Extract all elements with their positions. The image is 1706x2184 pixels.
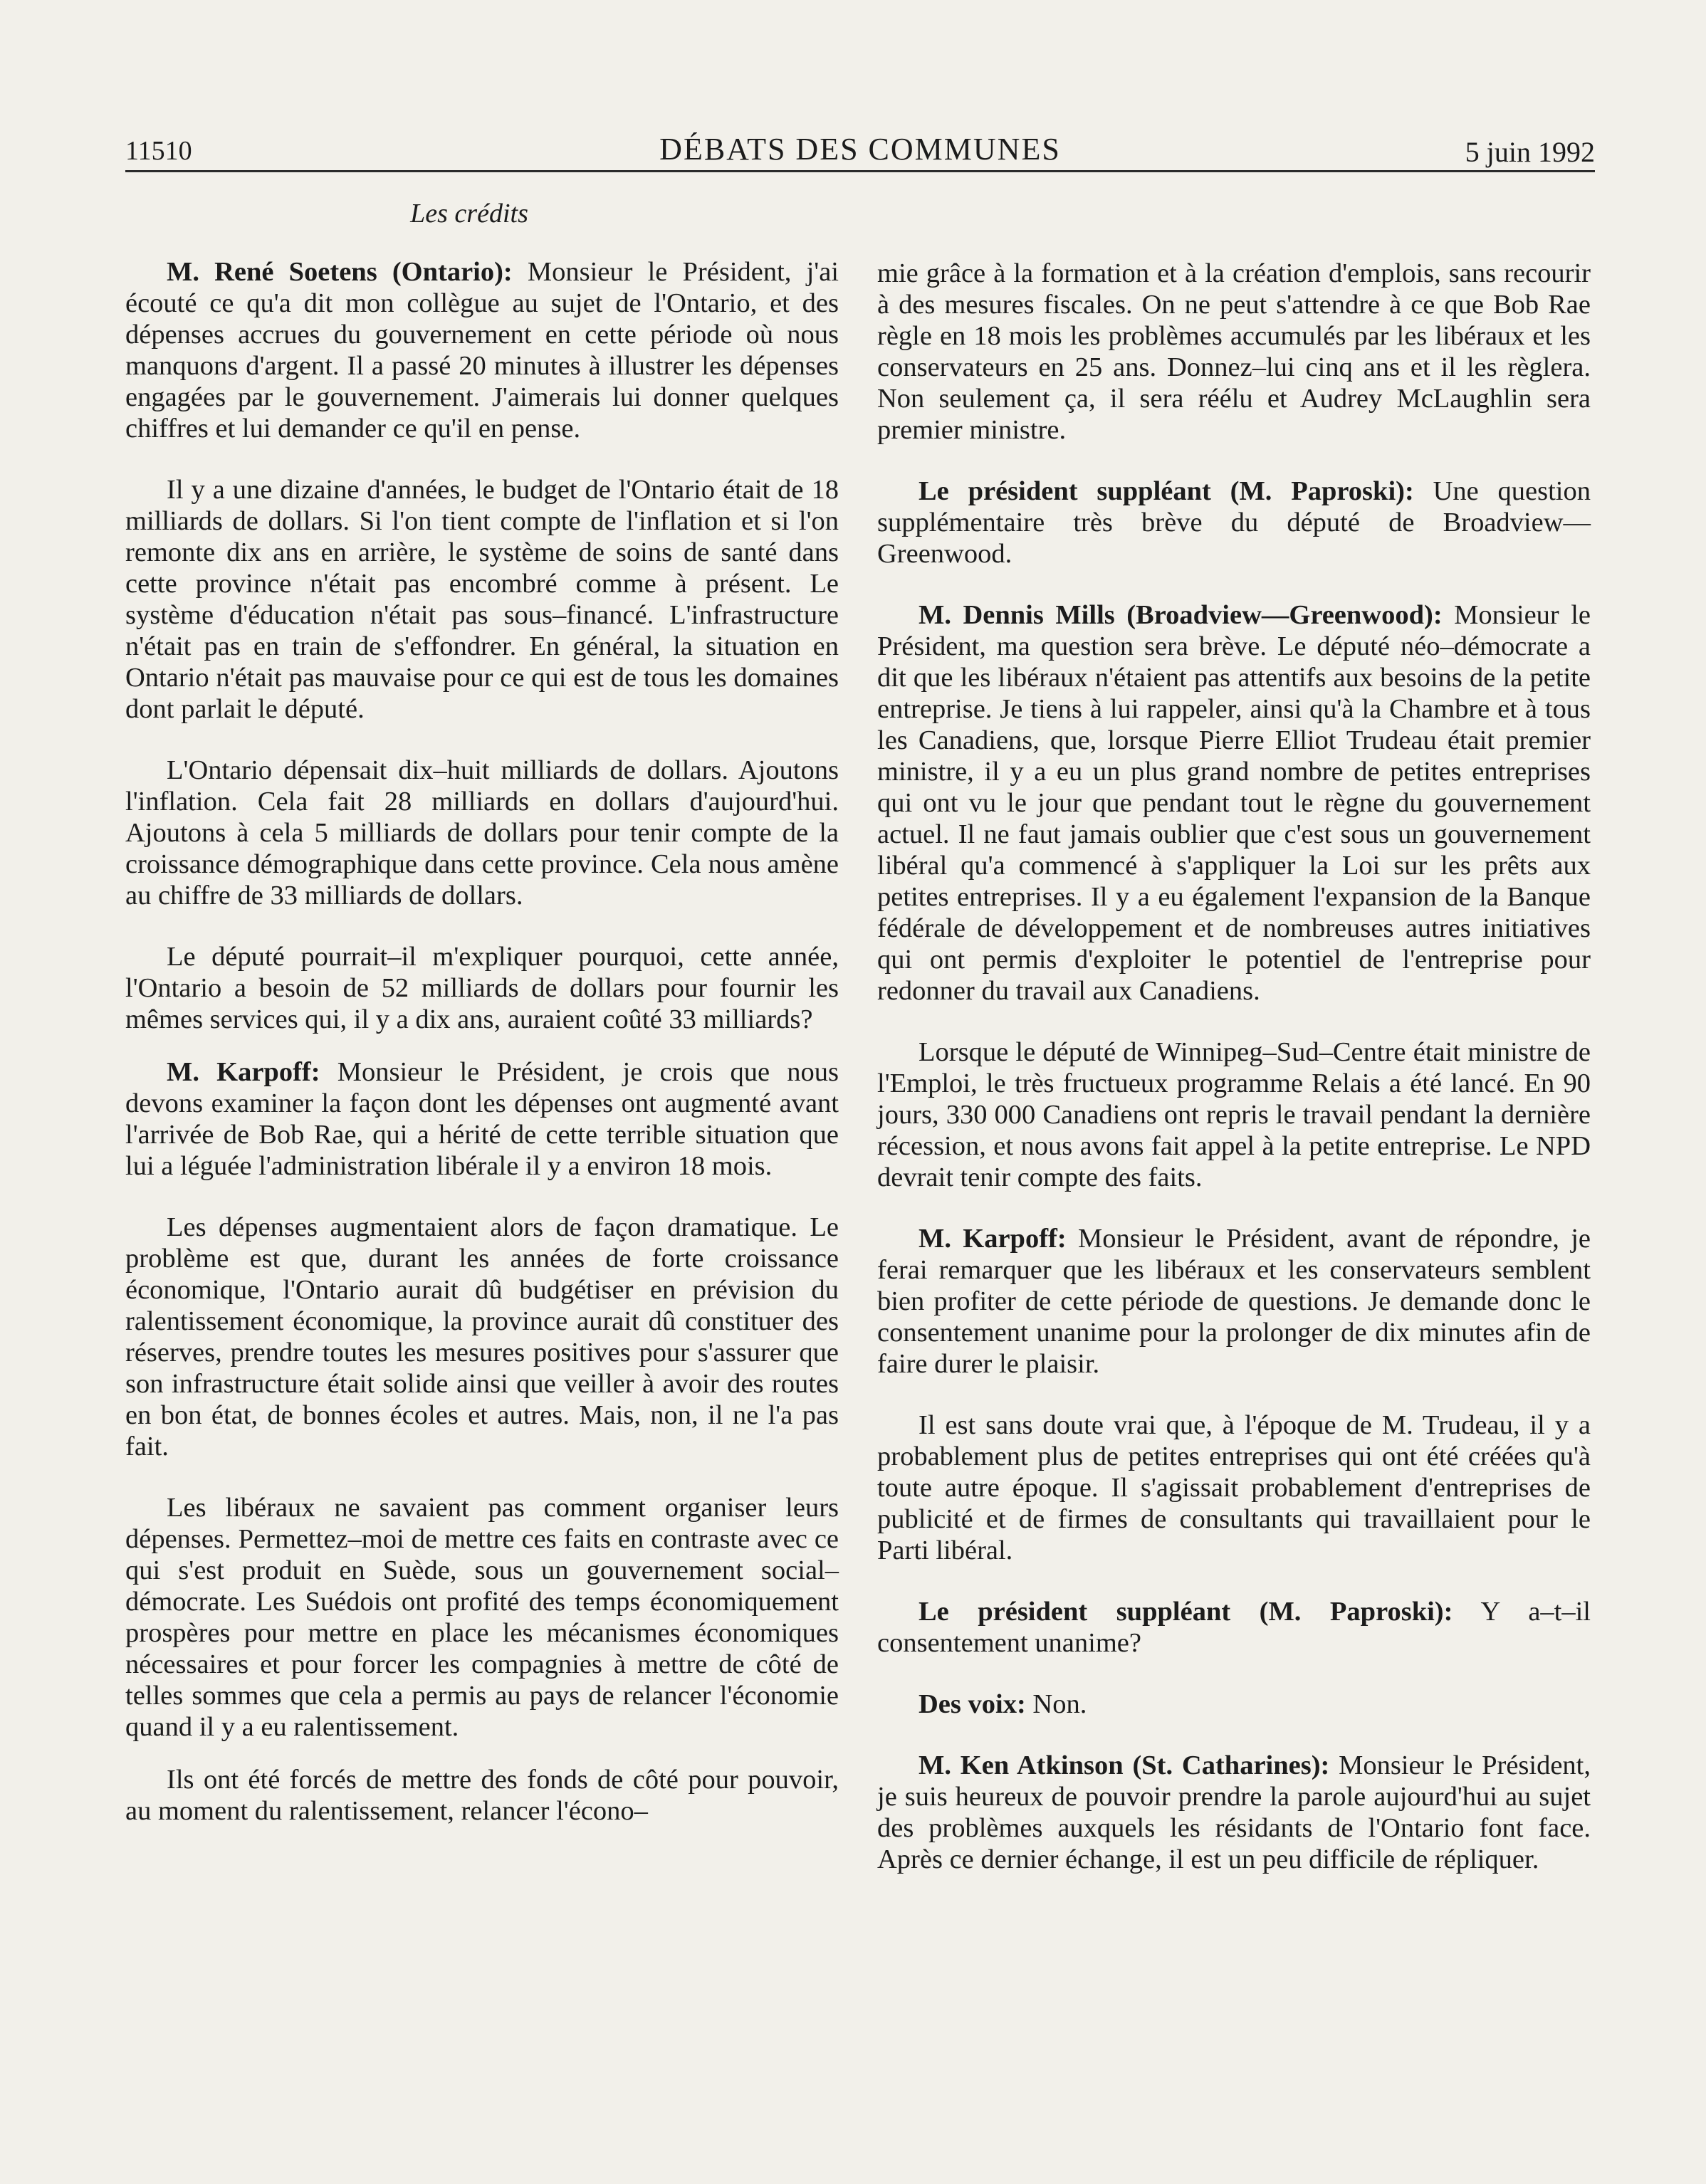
left-column xyxy=(125,198,839,1857)
paragraph-text: Il est sans doute vrai que, à l'époque de M. Trudeau, il y a probablement plus de petites entreprises qui ont été créées qu'à toute autre époque. Il s'agissait probablement d'entreprises de publicité et de firmes de consultants qui travaillaient pour le Parti libéral. xyxy=(877,1410,1591,1565)
paragraph xyxy=(125,1056,839,1182)
paragraph xyxy=(125,1764,839,1827)
header-rule xyxy=(125,170,1595,172)
paragraph-text: Monsieur le Président, j'ai écouté ce qu'a dit mon collègue au sujet de l'Ontario, et des dépenses accrues du gouvernement en cette période où nous manquons d'argent. Il a passé 20 minutes à illustrer les dépenses engagées par le gouvernement. J'aimerais lui donner quelques chiffres et lui demander ce qu'il en pense. xyxy=(125,257,839,443)
speaker-name: M. Karpoff: xyxy=(167,1057,320,1087)
paragraph xyxy=(877,1750,1591,1875)
speaker-name: Des voix: xyxy=(919,1689,1026,1719)
paragraph-text: mie grâce à la formation et à la création d'emplois, sans recourir à des mesures fiscales. On ne peut s'attendre à ce que Bob Rae règle en 18 mois les problèmes accumulés par les libéraux et les conservateurs en 25 ans. Donnez–lui cinq ans et il les règlera. Non seulement ça, il sera réélu et Audrey McLaughlin sera premier ministre. xyxy=(877,258,1591,445)
section-title: Les crédits xyxy=(410,199,528,229)
paragraph xyxy=(125,1492,839,1743)
journal-title: DÉBATS DES COMMUNES xyxy=(659,132,1061,167)
paragraph-text: Monsieur le Président, je crois que nous devons examiner la façon dont les dépenses ont augmenté avant l'arrivée de Bob Rae, qui a hérité de cette terrible situation que lui a léguée l'administration libérale il y a environ 18 mois. xyxy=(125,1057,839,1181)
page-number: 11510 xyxy=(125,136,192,166)
right-column xyxy=(877,258,1591,1905)
speaker-name: M. René Soetens (Ontario): xyxy=(167,257,513,287)
paragraph xyxy=(125,256,839,444)
paragraph-text: Y a–t–il consentement unanime? xyxy=(877,1597,1591,1658)
paragraph xyxy=(877,1223,1591,1380)
speaker-name: Le président suppléant (M. Paproski): xyxy=(919,476,1414,506)
paragraph xyxy=(877,1596,1591,1659)
paragraph-text: Non. xyxy=(1025,1689,1087,1719)
paragraph xyxy=(125,755,839,911)
paragraph xyxy=(877,599,1591,1007)
paragraph xyxy=(125,474,839,725)
paragraph xyxy=(125,941,839,1035)
paragraph-text: Le député pourrait–il m'expliquer pourquoi, cette année, l'Ontario a besoin de 52 milliards de dollars pour fournir les mêmes services qui, il y a dix ans, auraient coûté 33 milliards? xyxy=(125,942,839,1034)
page-header xyxy=(125,128,1595,171)
paragraph xyxy=(877,1036,1591,1193)
paragraph-text: Monsieur le Président, ma question sera brève. Le député néo–démocrate a dit que les libéraux n'étaient pas attentifs aux besoins de la petite entreprise. Je tiens à lui rappeler, ainsi qu'à la Chambre et à tous les Canadiens, que, lorsque Pierre Elliot Trudeau était premier ministre, il y a eu un plus grand nombre de petites entreprises qui ont vu le jour que pendant tout le règne du gouvernement actuel. Il ne faut jamais oublier que c'est sous un gouvernement libéral qu'a commencé à s'appliquer la Loi sur les prêts aux petites entreprises. Il y a eu également l'expansion de la Banque fédérale de développement et de nombreuses autres initiatives qui ont permis d'exploiter le potentiel de l'entreprise pour redonner du travail aux Canadiens. xyxy=(877,600,1591,1006)
speaker-name: M. Karpoff: xyxy=(919,1224,1067,1254)
page-date: 5 juin 1992 xyxy=(1465,136,1595,168)
paragraph-text: Une question supplémentaire très brève du député de Broadview—Greenwood. xyxy=(877,476,1591,569)
paragraph-text: Monsieur le Président, je suis heureux de pouvoir prendre la parole aujourd'hui au sujet des problèmes auxquels les résidants de l'Ontario font face. Après ce dernier échange, il est un peu difficile de répliquer. xyxy=(877,1750,1591,1874)
paragraph-text: Il y a une dizaine d'années, le budget de l'Ontario était de 18 milliards de dollars. Si l'on tient compte de l'inflation et si l'on remonte dix ans en arrière, le système de soins de santé dans cette province n'était pas encombré comme à présent. Le système d'éducation n'était pas sous–financé. L'infrastructure n'était pas en train de s'effondrer. En général, la situation en Ontario n'était pas mauvaise pour ce qui est de tous les domaines dont parlait le député. xyxy=(125,475,839,724)
paragraph-text: Les dépenses augmentaient alors de façon dramatique. Le problème est que, durant les années de forte croissance économique, l'Ontario aurait dû budgétiser en prévision du ralentissement économique, la province aurait dû constituer des réserves, prendre toutes les mesures positives pour s'assurer que son infrastructure était solide ainsi que veiller à avoir des routes en bon état, de bonnes écoles et autres. Mais, non, il ne l'a pas fait. xyxy=(125,1212,839,1461)
speaker-name: M. Dennis Mills (Broadview—Greenwood): xyxy=(919,600,1443,630)
paragraph-text: Monsieur le Président, avant de répondre, je ferai remarquer que les libéraux et les conservateurs semblent bien profiter de cette période de questions. Je demande donc le consentement unanime pour la prolonger de dix minutes afin de faire durer le plaisir. xyxy=(877,1224,1591,1379)
paragraph xyxy=(125,1212,839,1462)
paragraph-text: L'Ontario dépensait dix–huit milliards de dollars. Ajoutons l'inflation. Cela fait 28 milliards en dollars d'aujourd'hui. Ajoutons à cela 5 milliards de dollars pour tenir compte de la croissance démographique dans cette province. Cela nous amène au chiffre de 33 milliards de dollars. xyxy=(125,755,839,910)
paragraph xyxy=(877,1689,1591,1720)
paragraph xyxy=(877,258,1591,446)
speaker-name: M. Ken Atkinson (St. Catharines): xyxy=(919,1750,1330,1780)
speaker-name: Le président suppléant (M. Paproski): xyxy=(919,1597,1453,1627)
paragraph xyxy=(877,1409,1591,1566)
paragraph-text: Lorsque le député de Winnipeg–Sud–Centre était ministre de l'Emploi, le très fructueux programme Relais a été lancé. En 90 jours, 330 000 Canadiens ont repris le travail pendant la dernière récession, et nous avons fait appel à la petite entreprise. Le NPD devrait tenir compte des faits. xyxy=(877,1037,1591,1192)
paragraph xyxy=(877,476,1591,569)
paragraph-text: Ils ont été forcés de mettre des fonds de côté pour pouvoir, au moment du ralentissement, relancer l'écono– xyxy=(125,1765,839,1826)
paragraph-text: Les libéraux ne savaient pas comment organiser leurs dépenses. Permettez–moi de mettre ces faits en contraste avec ce qui s'est produit en Suède, sous un gouvernement social–démocrate. Les Suédois ont profité des temps économiquement prospères pour mettre en place les mécanismes économiques nécessaires et pour forcer les compagnies à mettre de côté de telles sommes que cela a permis au pays de relancer l'économie quand il y a eu ralentissement. xyxy=(125,1493,839,1742)
